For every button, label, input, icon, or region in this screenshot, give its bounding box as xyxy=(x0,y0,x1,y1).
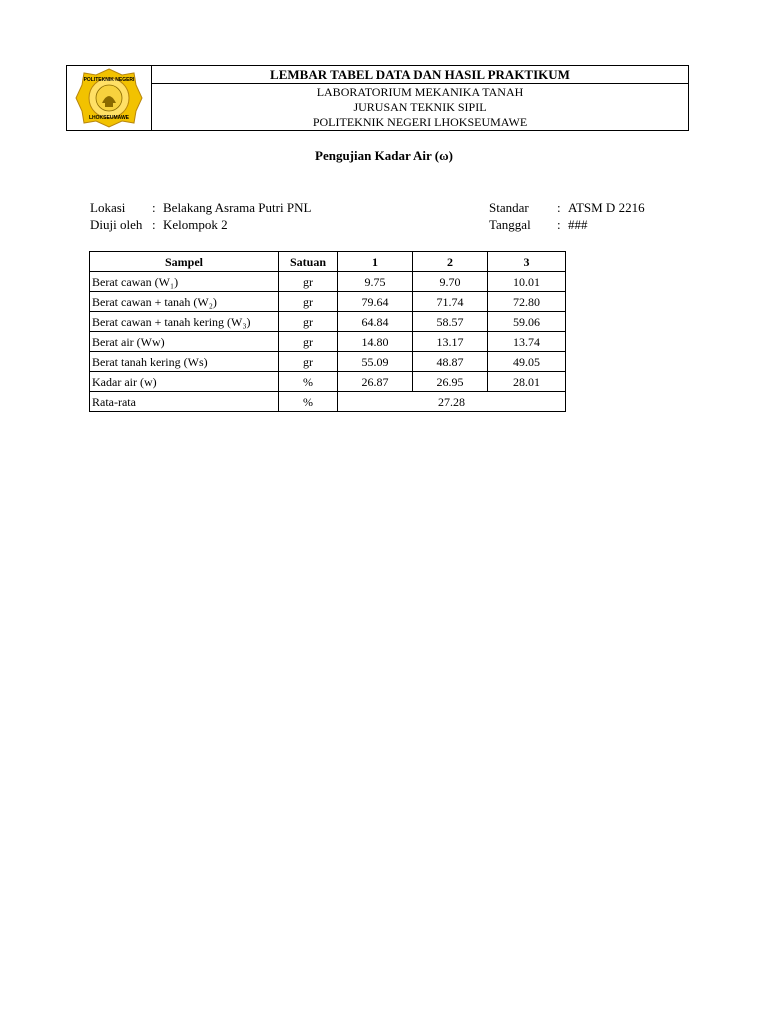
row-unit: gr xyxy=(279,312,338,332)
table-row xyxy=(90,312,566,332)
meta-right xyxy=(489,199,645,233)
meta-key: Tanggal xyxy=(489,217,531,232)
header-line-department: JURUSAN TEKNIK SIPIL xyxy=(353,99,487,114)
row-unit: gr xyxy=(279,272,338,292)
meta-key: Standar xyxy=(489,200,529,215)
document-title: Pengujian Kadar Air (ω) xyxy=(315,148,453,163)
table-row xyxy=(90,372,566,392)
logo-text-top: POLITEKNIK NEGERI xyxy=(83,77,135,83)
meta-row-diuji-oleh xyxy=(90,216,311,233)
meta-value: ATSM D 2216 xyxy=(568,200,645,215)
meta-key: Lokasi xyxy=(90,200,126,215)
table-row-average xyxy=(90,392,566,412)
table-row xyxy=(90,272,566,292)
row-unit: % xyxy=(279,372,338,392)
cell-value: 72.80 xyxy=(488,292,566,312)
cell-value: 10.01 xyxy=(488,272,566,292)
cell-value: 49.05 xyxy=(488,352,566,372)
row-unit: gr xyxy=(279,352,338,372)
table-header-row xyxy=(90,252,566,272)
cell-value: 28.01 xyxy=(488,372,566,392)
cell-value: 71.74 xyxy=(413,292,488,312)
row-unit: gr xyxy=(279,292,338,312)
average-value: 27.28 xyxy=(338,392,566,412)
row-label: Kadar air (w) xyxy=(90,372,279,392)
cell-value: 58.57 xyxy=(413,312,488,332)
cell-value: 13.17 xyxy=(413,332,488,352)
header-cell-1: 1 xyxy=(338,252,413,272)
table-row xyxy=(90,352,566,372)
meta-colon: : xyxy=(152,217,156,232)
meta-key: Diuji oleh xyxy=(90,217,143,232)
institution-logo xyxy=(74,67,144,129)
logo-text-bottom: LHOKSEUMAWE xyxy=(89,115,129,121)
row-label: Berat cawan + tanah kering (W₃) xyxy=(90,312,279,332)
cell-value: 59.06 xyxy=(488,312,566,332)
header-line-institution: POLITEKNIK NEGERI LHOKSEUMAWE xyxy=(312,115,528,130)
cell-value: 26.95 xyxy=(413,372,488,392)
cell-value: 55.09 xyxy=(338,352,413,372)
data-table xyxy=(89,251,566,412)
row-label: Berat air (Ww) xyxy=(90,332,279,352)
table-row xyxy=(90,292,566,312)
cell-value: 64.84 xyxy=(338,312,413,332)
meta-left xyxy=(90,199,311,233)
cell-value: 9.70 xyxy=(413,272,488,292)
meta-value: ### xyxy=(568,217,588,232)
header-cell-3: 3 xyxy=(488,252,566,272)
header-cell-sampel: Sampel xyxy=(90,252,279,272)
header-cell-satuan: Satuan xyxy=(279,252,338,272)
cell-value: 79.64 xyxy=(338,292,413,312)
row-unit: gr xyxy=(279,332,338,352)
average-unit: % xyxy=(279,392,338,412)
table-row xyxy=(90,332,566,352)
meta-value: Belakang Asrama Putri PNL xyxy=(163,200,312,215)
meta-row-tanggal xyxy=(489,216,645,233)
header-title: LEMBAR TABEL DATA DAN HASIL PRAKTIKUM xyxy=(152,66,688,84)
header-lines xyxy=(152,66,688,130)
cell-value: 13.74 xyxy=(488,332,566,352)
row-label: Berat cawan + tanah (W₂) xyxy=(90,292,279,312)
cell-value: 48.87 xyxy=(413,352,488,372)
meta-colon: : xyxy=(557,217,561,232)
average-label: Rata-rata xyxy=(90,392,279,412)
meta-row-standar xyxy=(489,199,645,216)
cell-value: 14.80 xyxy=(338,332,413,352)
header-cell-2: 2 xyxy=(413,252,488,272)
row-label: Berat cawan (W₁) xyxy=(90,272,279,292)
cell-value: 9.75 xyxy=(338,272,413,292)
meta-colon: : xyxy=(557,200,561,215)
meta-colon: : xyxy=(152,200,156,215)
cell-value: 26.87 xyxy=(338,372,413,392)
row-label: Berat tanah kering (Ws) xyxy=(90,352,279,372)
header-line-lab: LABORATORIUM MEKANIKA TANAH xyxy=(316,84,524,99)
meta-value: Kelompok 2 xyxy=(163,217,228,232)
meta-row-lokasi xyxy=(90,199,311,216)
logo-cell xyxy=(67,66,152,130)
header-box xyxy=(66,65,689,131)
